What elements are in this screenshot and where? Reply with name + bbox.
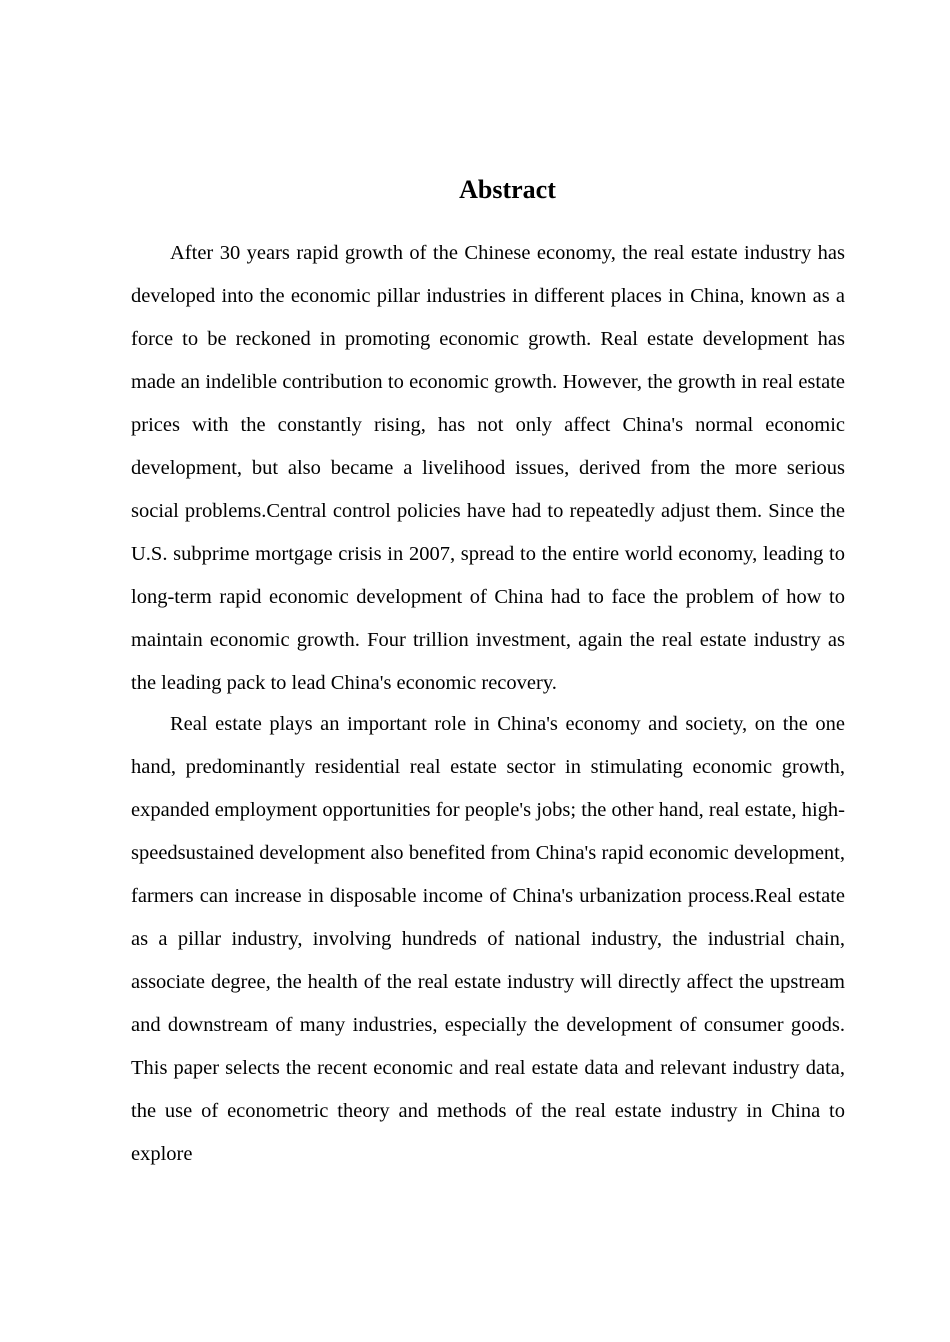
paragraph-1: After 30 years rapid growth of the Chinese economy, the real estate industry has developed into the economic pillar industries in different places in China, known as a force to be reckoned in promoting economic growth. Real estate development has made an indelible contribution to economic growth. However, the growth in real estate prices with the constantly rising, has not only affect China's normal economic development, but also became a livelihood issues, derived from the more serious social problems.Central control policies have had to repeatedly adjust them. Since the U.S. subprime mortgage crisis in 2007, spread to the entire world economy, leading to long-term rapid economic development of China had to face the problem of how to maintain economic growth. Four trillion investment, again the real estate industry as the leading pack to lead China's economic recovery. xyxy=(131,242,845,694)
page-title: Abstract xyxy=(459,175,556,204)
abstract-body xyxy=(131,232,845,1176)
paragraph-2: Real estate plays an important role in China's economy and society, on the one hand, predominantly residential real estate sector in stimulating economic growth, expanded employment opportunities for people's jobs; the other hand, real estate, high-speedsustained development also benefited from China's rapid economic development, farmers can increase in disposable income of China's urbanization process.Real estate as a pillar industry, involving hundreds of national industry, the industrial chain, associate degree, the health of the real estate industry will directly affect the upstream and downstream of many industries, especially the development of consumer goods. This paper selects the recent economic and real estate data and relevant industry data, the use of econometric theory and methods of the real estate industry in China to explore xyxy=(131,713,845,1165)
